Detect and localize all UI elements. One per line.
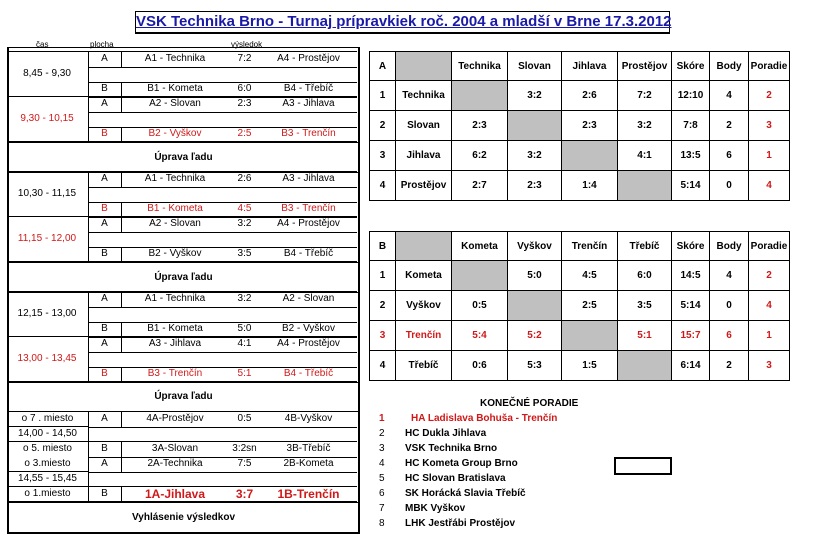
standing-team: HC Dukla Jihlava (405, 428, 487, 439)
team-row (370, 171, 790, 201)
game-home-team: B1 - Kometa (147, 203, 203, 214)
team-name: Trenčín (396, 321, 452, 351)
column-divider (121, 322, 122, 337)
match-result: 1:5 (562, 351, 618, 381)
game-court: B (101, 368, 108, 379)
page-title: VSK Technika Brno - Turnaj prípravkiek roč. 2004 a mladší v Brne 17.3.2012 (135, 11, 670, 34)
row-divider (88, 112, 357, 113)
slot-time: 12,15 - 13,00 (17, 308, 77, 319)
row-divider (7, 51, 357, 52)
row-divider (7, 501, 357, 502)
column-header: Body (710, 232, 749, 261)
column-divider (88, 411, 89, 502)
match-result: 2:3 (508, 171, 562, 201)
match-result: 2:3 (452, 111, 508, 141)
standing-row (370, 441, 497, 456)
placement-court: A (101, 413, 108, 424)
team-points: 2 (710, 351, 749, 381)
game-court: B (101, 203, 108, 214)
standing-team: HC Kometa Group Brno (405, 458, 518, 469)
placement-away-team: 3B-Třebíč (286, 443, 331, 454)
column-divider (121, 172, 122, 187)
column-divider (121, 292, 122, 307)
game-court: A (101, 98, 108, 109)
standing-team: LHK Jestřábi Prostějov (405, 518, 516, 529)
row-divider (7, 96, 357, 97)
slot-time: 8,45 - 9,30 (23, 68, 71, 79)
game-home-team: B2 - Vyškov (148, 248, 202, 259)
team-name: Třebíč (396, 351, 452, 381)
standing-team: VSK Technika Brno (405, 443, 498, 454)
column-header: Skóre (672, 52, 710, 81)
column-divider (121, 217, 122, 232)
self-match-cell (562, 141, 618, 171)
column-divider (88, 336, 89, 382)
placement-away-team: 2B-Kometa (283, 458, 334, 469)
standing-rank: 2 (379, 428, 385, 439)
row-divider (88, 67, 357, 68)
group-name: A (370, 52, 396, 81)
match-result: 0:6 (452, 351, 508, 381)
self-match-cell (452, 81, 508, 111)
standing-rank: 1 (379, 413, 385, 424)
game-home-team: B3 - Trenčín (147, 368, 203, 379)
team-number: 3 (370, 141, 396, 171)
slot-time: 13,00 - 13,45 (17, 353, 77, 364)
match-result: 2:5 (562, 291, 618, 321)
group-a-table (369, 51, 790, 201)
match-result: 3:2 (508, 81, 562, 111)
placement-score: 0:5 (237, 413, 252, 424)
placement-label: o 1.miesto (24, 488, 71, 499)
team-rank: 2 (749, 261, 790, 291)
team-score: 14:5 (672, 261, 710, 291)
match-result: 5:1 (618, 321, 672, 351)
column-divider (121, 487, 122, 502)
game-home-team: A2 - Slovan (149, 218, 201, 229)
row-divider (7, 336, 357, 337)
column-header: Technika (452, 52, 508, 81)
column-header: Skóre (672, 232, 710, 261)
placement-away-team: 4B-Vyškov (284, 413, 333, 424)
team-rank: 1 (749, 141, 790, 171)
team-row (370, 261, 790, 291)
placement-court: A (101, 458, 108, 469)
standing-team: MBK Vyškov (405, 503, 466, 514)
column-divider (121, 412, 122, 427)
game-court: A (101, 218, 108, 229)
results-ceremony-label: Vyhlásenie výsledkov (7, 502, 360, 533)
team-score: 13:5 (672, 141, 710, 171)
team-rank: 4 (749, 171, 790, 201)
game-home-team: A1 - Technika (144, 53, 206, 64)
placement-label: o 5. miesto (23, 443, 72, 454)
self-match-cell (562, 321, 618, 351)
column-divider (121, 337, 122, 352)
team-score: 15:7 (672, 321, 710, 351)
ice-resurfacing-label: Úprava ľadu (7, 382, 360, 412)
team-row (370, 111, 790, 141)
game-court: A (101, 338, 108, 349)
game-score: 5:1 (237, 368, 252, 379)
placement-home-team: 1A-Jihlava (144, 487, 206, 501)
placement-label: o 3.miesto (24, 458, 71, 469)
standing-rank: 4 (379, 458, 385, 469)
game-score: 6:0 (237, 83, 252, 94)
game-away-team: B4 - Třebíč (283, 248, 334, 259)
game-home-team: A1 - Technika (144, 173, 206, 184)
team-rank: 1 (749, 321, 790, 351)
column-header: Slovan (508, 52, 562, 81)
header-court: plocha (90, 40, 114, 49)
team-score: 5:14 (672, 291, 710, 321)
game-court: B (101, 248, 108, 259)
team-row (370, 321, 790, 351)
game-score: 3:5 (237, 248, 252, 259)
match-result: 7:2 (618, 81, 672, 111)
column-divider (121, 82, 122, 97)
team-row (370, 351, 790, 381)
match-result: 5:2 (508, 321, 562, 351)
final-standings-title: KONEČNÉ PORADIE (480, 398, 579, 409)
team-points: 0 (710, 171, 749, 201)
column-divider (121, 202, 122, 217)
match-result: 6:0 (618, 261, 672, 291)
match-result: 0:5 (452, 291, 508, 321)
game-score: 3:2 (237, 218, 252, 229)
team-points: 6 (710, 321, 749, 351)
team-row (370, 141, 790, 171)
column-header: Jihlava (562, 52, 618, 81)
placement-score: 3:2sn (232, 443, 257, 454)
match-result: 3:5 (618, 291, 672, 321)
game-score: 3:2 (237, 293, 252, 304)
match-result: 2:3 (562, 111, 618, 141)
row-divider (7, 411, 357, 412)
slot-time: 11,15 - 12,00 (17, 233, 77, 244)
row-divider (7, 486, 357, 487)
column-divider (121, 442, 122, 457)
column-header: Kometa (452, 232, 508, 261)
row-divider (88, 307, 357, 308)
game-home-team: A2 - Slovan (149, 98, 201, 109)
team-score: 6:14 (672, 351, 710, 381)
column-header: Body (710, 52, 749, 81)
team-name: Jihlava (396, 141, 452, 171)
standing-row (370, 411, 557, 426)
game-away-team: B2 - Vyškov (282, 323, 335, 334)
ice-resurfacing-label: Úprava ľadu (7, 142, 360, 173)
standing-row (370, 471, 506, 486)
self-match-cell (618, 171, 672, 201)
self-match-cell (508, 291, 562, 321)
game-away-team: A3 - Jihlava (282, 98, 335, 109)
match-result: 5:3 (508, 351, 562, 381)
column-divider (121, 127, 122, 142)
game-home-team: A3 - Jihlava (148, 338, 202, 349)
standing-team: HC Slovan Bratislava (405, 473, 506, 484)
slot-time: 10,30 - 11,15 (17, 188, 77, 199)
header-result: výsledok (231, 40, 263, 49)
placement-away-team: 1B-Trenčín (277, 487, 340, 501)
match-result: 5:4 (452, 321, 508, 351)
game-away-team: A2 - Slovan (282, 293, 335, 304)
group-name: B (370, 232, 396, 261)
self-match-cell (618, 351, 672, 381)
column-divider (88, 171, 89, 217)
standing-team: SK Horácká Slavia Třebíč (405, 488, 526, 499)
team-rank: 3 (749, 111, 790, 141)
game-court: A (101, 53, 108, 64)
column-divider (121, 97, 122, 112)
column-header: Poradie (749, 232, 790, 261)
team-row (370, 291, 790, 321)
row-divider (88, 187, 357, 188)
standing-rank: 3 (379, 443, 385, 454)
column-header: Poradie (749, 52, 790, 81)
standing-row (370, 501, 465, 516)
game-court: A (101, 293, 108, 304)
team-number: 3 (370, 321, 396, 351)
row-divider (7, 471, 88, 472)
column-header: Třebíč (618, 232, 672, 261)
game-away-team: B3 - Trenčín (281, 128, 336, 139)
team-number: 2 (370, 291, 396, 321)
column-divider (121, 52, 122, 67)
self-match-cell (452, 261, 508, 291)
standing-rank: 5 (379, 473, 385, 484)
standing-rank: 8 (379, 518, 385, 529)
game-score: 5:0 (237, 323, 252, 334)
column-header: Vyškov (508, 232, 562, 261)
column-divider (121, 457, 122, 472)
team-rank: 3 (749, 351, 790, 381)
match-result: 2:7 (452, 171, 508, 201)
team-number: 1 (370, 261, 396, 291)
placement-label: 14,00 - 14,50 (18, 428, 77, 439)
game-away-team: A4 - Prostějov (277, 338, 340, 349)
standing-rank: 7 (379, 503, 385, 514)
ice-resurfacing-label: Úprava ľadu (7, 262, 360, 293)
team-row (370, 81, 790, 111)
standing-row (370, 426, 486, 441)
team-score: 5:14 (672, 171, 710, 201)
team-name: Technika (396, 81, 452, 111)
game-score: 4:1 (237, 338, 252, 349)
match-result: 6:2 (452, 141, 508, 171)
column-divider (121, 247, 122, 262)
team-number: 1 (370, 81, 396, 111)
game-away-team: A4 - Prostějov (277, 53, 340, 64)
game-score: 7:2 (237, 53, 252, 64)
game-score: 2:6 (237, 173, 252, 184)
placement-court: B (101, 443, 108, 454)
self-match-cell (508, 111, 562, 141)
match-result: 2:6 (562, 81, 618, 111)
team-points: 6 (710, 141, 749, 171)
standing-rank: 6 (379, 488, 385, 499)
row-divider (7, 441, 357, 442)
placement-label: o 7 . miesto (21, 413, 74, 424)
team-points: 0 (710, 291, 749, 321)
team-name: Vyškov (396, 291, 452, 321)
match-result: 4:1 (618, 141, 672, 171)
row-divider (88, 427, 357, 428)
standing-team: HA Ladislava Bohuša - Trenčín (411, 413, 558, 424)
match-result: 4:5 (562, 261, 618, 291)
team-points: 2 (710, 111, 749, 141)
game-away-team: B3 - Trenčín (281, 203, 336, 214)
standing-row (370, 516, 515, 531)
game-away-team: B4 - Třebíč (283, 83, 334, 94)
game-court: B (101, 83, 108, 94)
placement-court: B (101, 488, 108, 499)
team-number: 4 (370, 351, 396, 381)
standing-row (370, 456, 518, 471)
game-score: 2:5 (237, 128, 252, 139)
column-divider (88, 51, 89, 97)
game-court: A (101, 173, 108, 184)
team-points: 4 (710, 81, 749, 111)
team-points: 4 (710, 261, 749, 291)
game-court: B (101, 128, 108, 139)
game-score: 2:3 (237, 98, 252, 109)
match-result: 3:2 (508, 141, 562, 171)
group-b-table (369, 231, 790, 381)
match-result: 1:4 (562, 171, 618, 201)
slot-time: 9,30 - 10,15 (20, 113, 74, 124)
game-away-team: A3 - Jihlava (282, 173, 335, 184)
game-home-team: B2 - Vyškov (148, 128, 202, 139)
team-rank: 2 (749, 81, 790, 111)
team-name: Prostějov (396, 171, 452, 201)
empty-corner-cell (396, 232, 452, 261)
game-home-team: B1 - Kometa (147, 83, 203, 94)
column-header: Trenčín (562, 232, 618, 261)
empty-corner-cell (396, 52, 452, 81)
row-divider (88, 472, 357, 473)
column-header: Prostějov (618, 52, 672, 81)
row-divider (7, 426, 88, 427)
row-divider (88, 352, 357, 353)
column-divider (121, 367, 122, 382)
team-name: Slovan (396, 111, 452, 141)
team-name: Kometa (396, 261, 452, 291)
game-home-team: B1 - Kometa (147, 323, 203, 334)
game-court: B (101, 323, 108, 334)
match-result: 3:2 (618, 111, 672, 141)
row-divider (88, 232, 357, 233)
team-score: 7:8 (672, 111, 710, 141)
placement-home-team: 3A-Slovan (151, 443, 199, 454)
placement-home-team: 2A-Technika (147, 458, 203, 469)
game-away-team: B4 - Třebíč (283, 368, 334, 379)
header-time: čas (36, 40, 49, 49)
placement-score: 7:5 (237, 458, 252, 469)
column-divider (88, 216, 89, 262)
team-number: 4 (370, 171, 396, 201)
game-score: 4:5 (237, 203, 252, 214)
row-divider (88, 502, 357, 503)
row-divider (7, 216, 357, 217)
team-rank: 4 (749, 291, 790, 321)
team-number: 2 (370, 111, 396, 141)
empty-selected-cell[interactable] (614, 457, 672, 475)
match-result: 5:0 (508, 261, 562, 291)
placement-score: 3:7 (235, 487, 254, 501)
placement-home-team: 4A-Prostějov (146, 413, 204, 424)
column-divider (88, 291, 89, 337)
team-score: 12:10 (672, 81, 710, 111)
placement-label: 14,55 - 15,45 (18, 473, 77, 484)
game-home-team: A1 - Technika (144, 293, 206, 304)
column-divider (88, 96, 89, 142)
game-away-team: A4 - Prostějov (277, 218, 340, 229)
standing-row (370, 486, 526, 501)
